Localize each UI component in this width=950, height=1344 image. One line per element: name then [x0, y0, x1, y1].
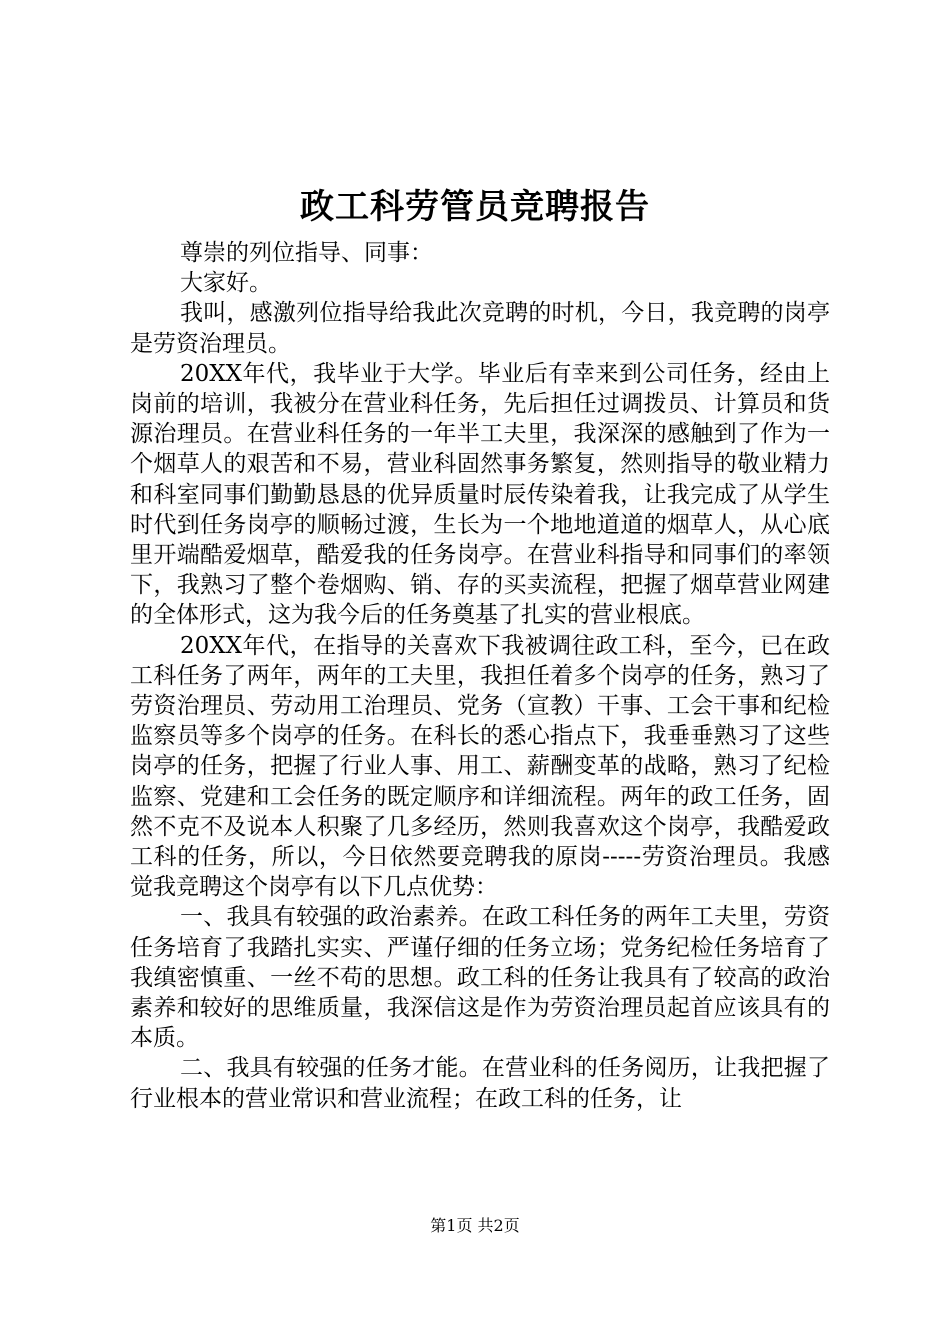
political-work-paragraph: 20XX年代，在指导的关喜欢下我被调往政工科，至今，已在政工科任务了两年，两年的工夫里，我担任着多个岗亭的任务，熟习了劳资治理员、劳动用工治理员、党务（宣教）干事、工会干事和纪检监察员等多个岗亭的任务。在科长的悉心指点下，我垂垂熟习了这些岗亭的任务，把握了行业人事、用工、薪酬变革的战略，熟习了纪检监察、党建和工会任务的既定顺序和详细流程。两年的政工任务，固然不克不及说本人积聚了几多经历，然则我喜欢这个岗亭，我酷爱政工科的任务，所以，今日依然要竞聘我的原岗-----劳资治理员。我感觉我竞聘这个岗亭有以下几点优势： [130, 632, 830, 901]
greeting-paragraph: 大家好。 [180, 270, 272, 297]
advantage-two-paragraph: 二、我具有较强的任务才能。在营业科的任务阅历，让我把握了行业根本的营业常识和营业流程；在政工科的任务，让 [130, 1055, 830, 1112]
document-title: 政工科劳管员竞聘报告 [300, 187, 650, 227]
salutation-paragraph: 尊崇的列位指导、同事： [180, 240, 433, 266]
document-body [130, 238, 830, 1114]
intro-paragraph: 我叫，感激列位指导给我此次竞聘的时机，今日，我竞聘的岗亭是劳资治理员。 [130, 300, 830, 357]
experience-paragraph: 20XX年代，我毕业于大学。毕业后有幸来到公司任务，经由上岗前的培训，我被分在营业科任务，先后担任过调拨员、计算员和货源治理员。在营业科任务的一年半工夫里，我深深的感触到了作为一个烟草人的艰苦和不易，营业科固然事务繁复，然则指导的敬业精力和科室同事们勤勤恳恳的优异质量时辰传染着我，让我完成了从学生时代到任务岗亭的顺畅过渡，生长为一个地地道道的烟草人，从心底里开端酷爱烟草，酷爱我的任务岗亭。在营业科指导和同事们的率领下，我熟习了整个卷烟购、销、存的买卖流程，把握了烟草营业网建的全体形式，这为我今后的任务奠基了扎实的营业根底。 [130, 360, 830, 629]
page-number-footer: 第1页 共2页 [430, 1216, 520, 1235]
advantage-one-paragraph: 一、我具有较强的政治素养。在政工科任务的两年工夫里，劳资任务培育了我踏扎实实、严谨仔细的任务立场；党务纪检任务培育了我缜密慎重、一丝不苟的思想。政工科的任务让我具有了较高的政治素养和较好的思维质量，我深信这是作为劳资治理员起首应该具有的本质。 [130, 904, 830, 1052]
